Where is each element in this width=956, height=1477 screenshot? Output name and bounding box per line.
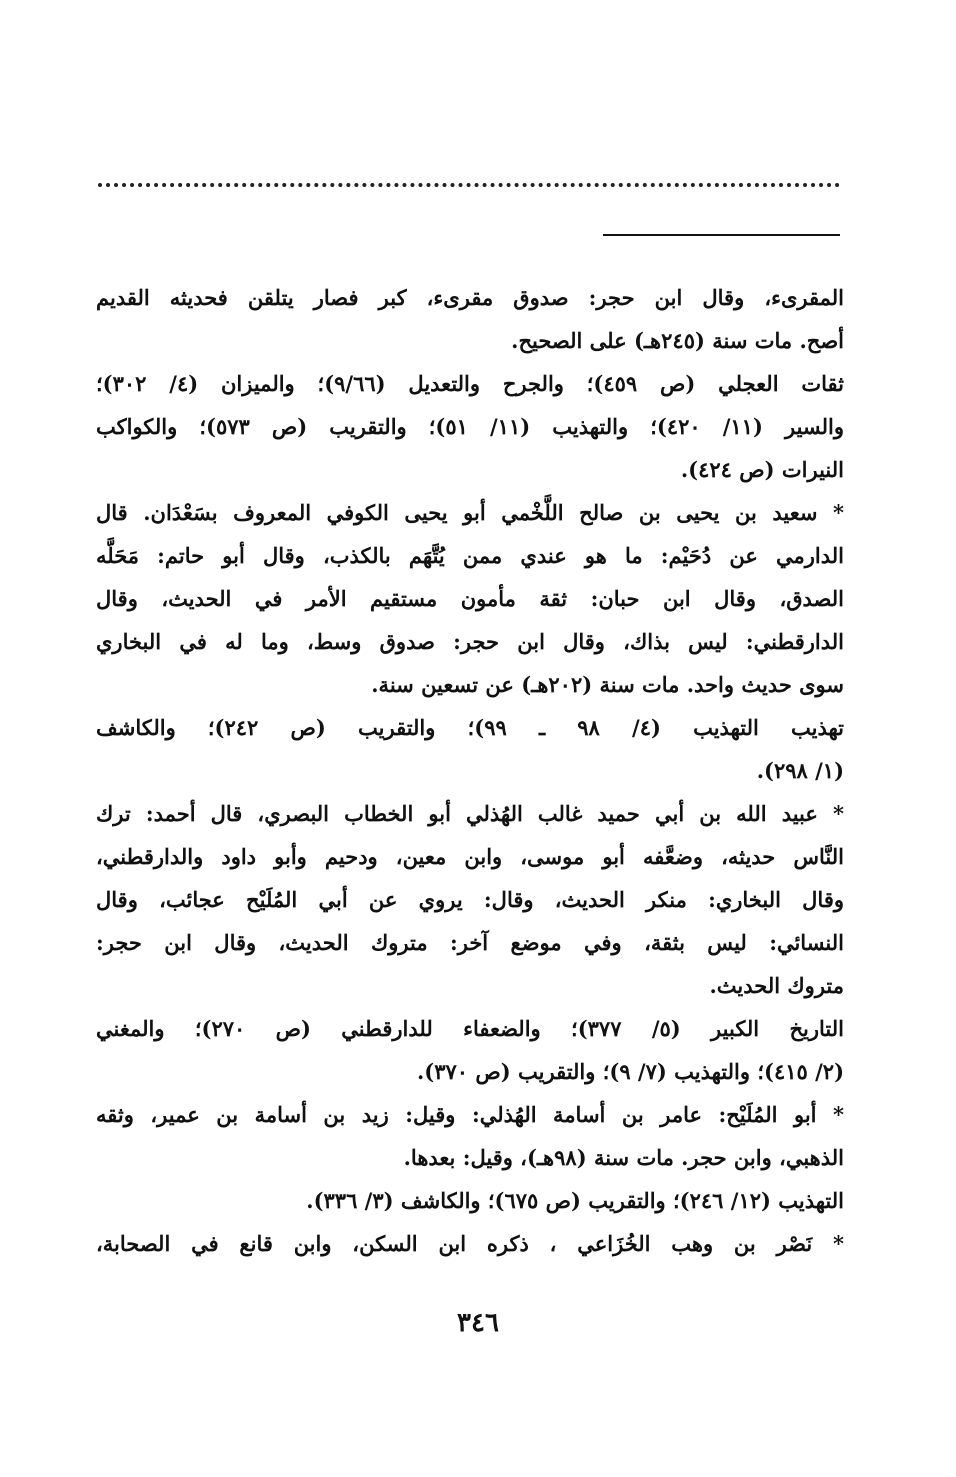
text-line: والسير (١١/ ٤٢٠)؛ والتهذيب (١١/ ٥١)؛ والتقريب (ص ٥٧٣)؛ والكواكب [96, 414, 844, 439]
text-line: الذهبي، وابن حجر. مات سنة (٩٨هـ)، وقيل: بعدها. [403, 1145, 844, 1170]
text-line: الدارمي عن دُحَيْم: ما هو عندي ممن يُتَّهَم بالكذب، وقال أبو حاتم: مَحَلَّه [96, 543, 844, 568]
text-line: * سعيد بن يحيى بن صالح اللَّخْمي أبو يحيى الكوفي المعروف بسَعْدَان. قال [96, 500, 844, 525]
text-line: الدارقطني: ليس بذاك، وقال ابن حجر: صدوق وسط، وما له في البخاري [96, 629, 844, 654]
text-line: ثقات العجلي (ص ٤٥٩)؛ والجرح والتعديل (٩/٦٦)؛ والميزان (٤/ ٣٠٢)؛ [96, 371, 844, 396]
footnote-text [96, 276, 844, 1265]
page-number: ٣٤٦ [457, 1308, 499, 1338]
text-line: أصح. مات سنة (٢٤٥هـ) على الصحيح. [511, 328, 844, 353]
text-line: النسائي: ليس بثقة، وفي موضع آخر: متروك الحديث، وقال ابن حجر: [96, 930, 844, 955]
text-line: التهذيب (١٢/ ٢٤٦)؛ والتقريب (ص ٦٧٥)؛ والكاشف (٣/ ٣٣٦). [306, 1188, 844, 1213]
text-line: تهذيب التهذيب (٤/ ٩٨ ـ ٩٩)؛ والتقريب (ص ٢٤٢)؛ والكاشف [96, 715, 844, 740]
text-line: وقال البخاري: منكر الحديث، وقال: يروي عن أبي المُلَيْح عجائب، وقال [96, 887, 844, 912]
text-line: * نَصْر بن وهب الخُزَاعي ، ذكره ابن السكن، وابن قانع في الصحابة، [96, 1231, 844, 1256]
text-line: * عبيد الله بن أبي حميد غالب الهُذلي أبو الخطاب البصري، قال أحمد: ترك [96, 801, 844, 826]
text-line: (٢/ ٤١٥)؛ والتهذيب (٧/ ٩)؛ والتقريب (ص ٣٧٠). [416, 1059, 844, 1084]
dotted-separator [98, 183, 840, 187]
text-line: النيرات (ص ٤٢٤). [680, 457, 844, 482]
text-line: * أبو المُلَيْح: عامر بن أسامة الهُذلي: وقيل: زيد بن أسامة بن عمير، وثقه [96, 1102, 844, 1127]
text-line: متروك الحديث. [709, 973, 844, 998]
text-line: (١/ ٢٩٨). [756, 758, 844, 783]
footnote-rule [603, 234, 840, 236]
text-line: المقرىء، وقال ابن حجر: صدوق مقرىء، كبر فصار يتلقن فحديثه القديم [96, 285, 844, 310]
text-line: التاريخ الكبير (٥/ ٣٧٧)؛ والضعفاء للدارقطني (ص ٢٧٠)؛ والمغني [96, 1016, 844, 1041]
text-line: سوى حديث واحد. مات سنة (٢٠٢هـ) عن تسعين سنة. [371, 672, 844, 697]
text-line: النَّاس حديثه، وضعَّفه أبو موسى، وابن معين، ودحيم وأبو داود والدارقطني، [96, 844, 844, 869]
text-line: الصدق، وقال ابن حبان: ثقة مأمون مستقيم الأمر في الحديث، وقال [96, 586, 844, 611]
